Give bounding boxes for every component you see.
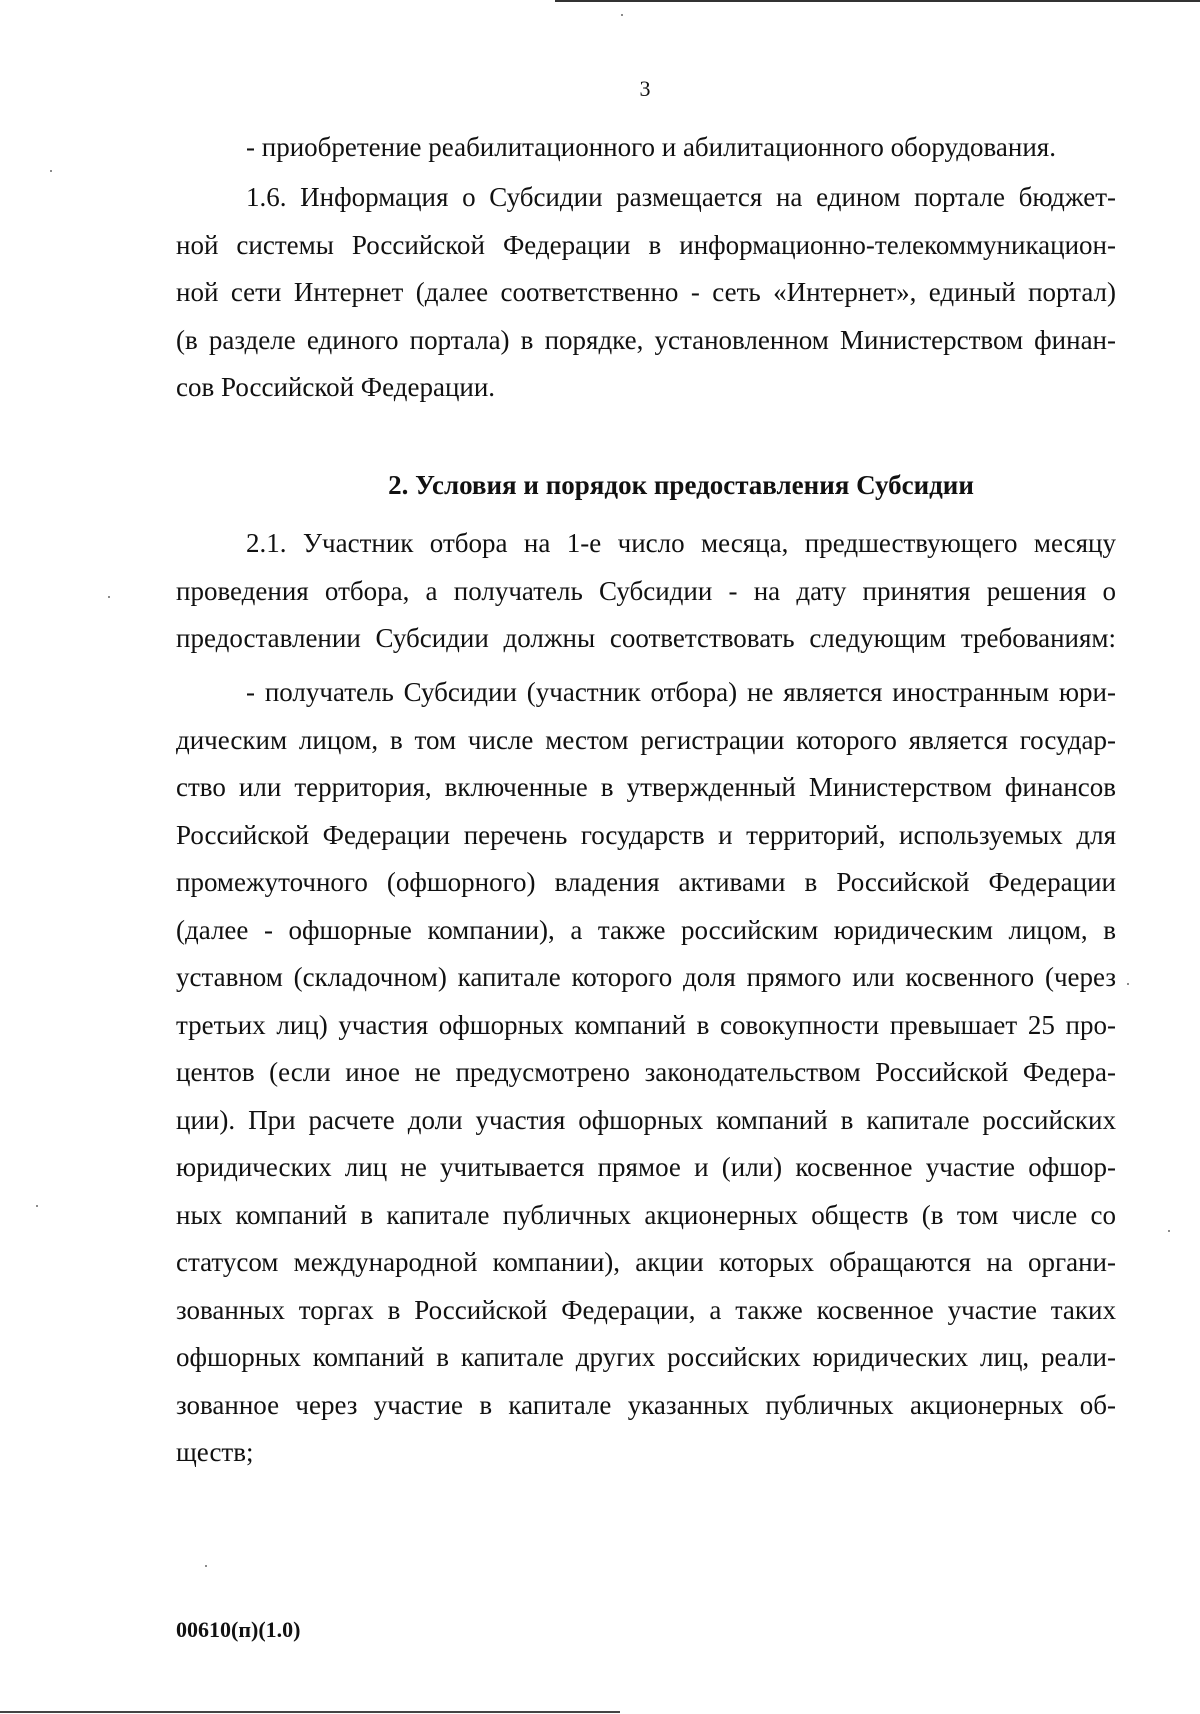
scan-speck [1168,1230,1170,1232]
scan-speck [205,1565,207,1567]
text-line: уставном (складочном) капитале которого доля прямого или косвенного (через [176,962,1116,992]
scan-speck [1127,983,1129,985]
text-line: предоставлении Субсидии должны соответствовать следующим требованиям: [176,623,1116,653]
text-line: (в разделе единого портала) в порядке, установленном Министерством финан- [176,324,1116,355]
text-line: проведения отбора, а получатель Субсидии - на дату принятия решения о [176,575,1116,606]
paragraph-equipment [176,124,1116,172]
text-line: сов Российской Федерации. [176,372,496,402]
paragraph-2-1 [176,520,1116,663]
document-code: 00610(п)(1.0) [176,1617,301,1642]
text-line: центов (если иное не предусмотрено законодательством Российской Федера- [176,1057,1116,1087]
text-line: 2.1. Участник отбора на 1-е число месяца, предшествующего месяцу [246,528,1116,558]
text-line: Российской Федерации перечень государств и территорий, используемых для [176,819,1116,850]
scan-speck [621,14,623,16]
scan-border-top [555,0,1200,2]
text-line: - получатель Субсидии (участник отбора) не является иностранным юри- [246,677,1116,707]
scan-speck [50,170,52,172]
text-line: ции). При расчете доли участия офшорных компаний в капитале российских [176,1104,1116,1135]
scan-border-bottom [0,1711,620,1713]
text-line: дическим лицом, в том числе местом регистрации которого является государ- [176,724,1116,755]
text-line: статусом международной компании), акции которых обращаются на органи- [176,1247,1116,1277]
text-line: ных компаний в капитале публичных акционерных обществ (в том числе со [176,1199,1116,1230]
scan-speck [36,1205,38,1207]
text-line: юридических лиц не учитывается прямое и (или) косвенное участие офшор- [176,1152,1116,1182]
text-line: зованное через участие в капитале указанных публичных акционерных об- [176,1389,1116,1420]
page-number: 3 [639,76,651,101]
paragraph-offshore-requirement [176,669,1116,1477]
text-line: зованных торгах в Российской Федерации, а также косвенное участие таких [176,1294,1116,1325]
text-line: - приобретение реабилитационного и абилитационного оборудования. [246,132,1056,162]
text-line: (далее - офшорные компании), а также российским юридическим лицом, в [176,914,1116,945]
text-line: ществ; [176,1437,254,1467]
section-heading: 2. Условия и порядок предоставления Субсидии [388,470,974,500]
text-line: ной сети Интернет (далее соответственно - сеть «Интернет», единый портал) [176,277,1116,307]
text-line: 1.6. Информация о Субсидии размещается на едином портале бюджет- [246,182,1116,212]
scan-speck [108,596,110,598]
text-line: офшорных компаний в капитале других российских юридических лиц, реали- [176,1342,1116,1372]
text-line: третьих лиц) участия офшорных компаний в совокупности превышает 25 про- [176,1009,1116,1040]
paragraph-1-6 [176,174,1116,412]
text-line: ной системы Российской Федерации в информационно-телекоммуникацион- [176,229,1116,260]
text-line: ство или территория, включенные в утвержденный Министерством финансов [176,772,1116,802]
text-line: промежуточного (офшорного) владения активами в Российской Федерации [176,867,1116,897]
